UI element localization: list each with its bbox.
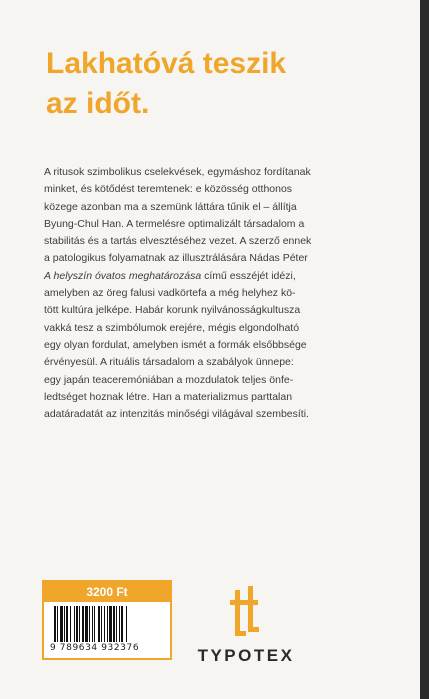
blurb-line: Byung-Chul Han. A termelésre optimalizált társadalom a (44, 217, 305, 230)
blurb-line: minket, és kötődést teremtenek: e közösség otthonos (44, 183, 293, 196)
publisher-name: TYPOTEX (197, 646, 295, 665)
blurb-line: A ritusok szimbolikus cselekvések, egymáshoz fordítanak (44, 166, 311, 178)
publisher-logo (178, 586, 314, 678)
barcode-icon (52, 606, 162, 642)
blurb-line: stabilitás és a tartás elvesztéséhez vezet. A szerző ennek (44, 235, 312, 248)
price-barcode-box (42, 580, 172, 660)
isbn-digits: 9 789634 932376 (50, 643, 140, 653)
blurb-line: vakká tesz a szimbólumok erejére, mégis elgondolható (44, 321, 300, 334)
headline-line-1: Lakhatóvá teszik (46, 47, 287, 80)
blurb-line: egy japán teaceremóniában a mozdulatok teljes önfe- (44, 373, 294, 386)
blurb-line: ledtséget hoznak létre. Han a materializmus parttalan (44, 390, 293, 403)
blurb-line: a patologikus folyamatnak az illusztrálására Nádas Péter (44, 252, 308, 265)
headline-line-2: az időt. (46, 87, 150, 120)
blurb-line (44, 268, 388, 285)
blurb-line-rest: című esszéjét idézi, (201, 269, 296, 282)
blurb-line: tött kultúra jelképe. Habár korunk nyilvánosságkultusza (44, 304, 301, 317)
back-cover-headline (46, 44, 386, 124)
essay-title: A helyszín óvatos meghatározása (44, 269, 202, 282)
cover-edge (420, 0, 429, 699)
blurb-line: közege azonban ma a szemünk láttára tűnik el – állítja (44, 200, 297, 213)
blurb-text (44, 164, 388, 423)
tt-logo-icon (230, 586, 262, 640)
price-label: 3200 Ft (44, 582, 170, 602)
blurb-line: érvényesül. A rituális társadalom a szabályok ünnepe: (44, 356, 294, 369)
blurb-line: amelyben az öreg falusi vadkörtefa a még helyhez kö- (44, 287, 296, 300)
blurb-line: adatáradatát az intenzitás minőségi világával szembesíti. (44, 408, 309, 421)
blurb-line: egy olyan fordulat, amelyben ismét a formák elsőbbsége (44, 338, 307, 351)
